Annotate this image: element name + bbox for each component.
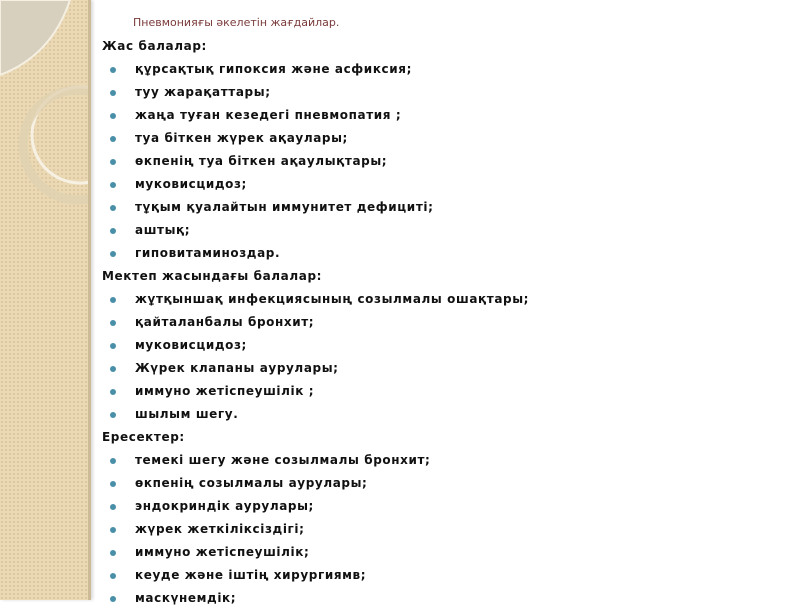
bullet-icon: [110, 205, 116, 211]
decorative-side-panel: [0, 0, 91, 600]
bullet-icon: [110, 481, 116, 487]
list-item-text: Жүрек клапаны аурулары;: [135, 361, 339, 375]
list-item-text: кеуде және іштің хирургиямв;: [135, 568, 367, 582]
bullet-icon: [110, 573, 116, 579]
slide-title: Пневмонияғы әкелетін жағдайлар.: [133, 16, 340, 29]
list-item-text: муковисцидоз;: [135, 177, 247, 191]
list-item: [102, 291, 529, 314]
bullet-icon: [110, 527, 116, 533]
list-item-text: иммуно жетіспеушілік ;: [135, 384, 315, 398]
bullet-icon: [110, 366, 116, 372]
bullet-icon: [110, 297, 116, 303]
list-item: [102, 544, 529, 567]
bullet-icon: [110, 90, 116, 96]
bullet-icon: [110, 159, 116, 165]
list-item: [102, 567, 529, 590]
list-item-text: өкпенің созылмалы аурулары;: [135, 476, 368, 490]
list-item: [102, 521, 529, 544]
bullet-icon: [110, 504, 116, 510]
bullet-icon: [110, 343, 116, 349]
bullet-icon: [110, 228, 116, 234]
bullet-icon: [110, 182, 116, 188]
list-item: [102, 590, 529, 613]
slide-content: [102, 38, 529, 613]
list-item-text: темекі шегу және созылмалы бронхит;: [135, 453, 431, 467]
bullet-icon: [110, 136, 116, 142]
list-item: [102, 406, 529, 429]
list-item: [102, 84, 529, 107]
list-item: [102, 383, 529, 406]
list-item: [102, 153, 529, 176]
list-item-text: жаңа туған кезедегі пневмопатия ;: [135, 108, 402, 122]
bullet-icon: [110, 389, 116, 395]
list-item-text: туа біткен жүрек ақаулары;: [135, 131, 348, 145]
bullet-icon: [110, 596, 116, 602]
list-item: [102, 199, 529, 222]
list-item-text: қайталанбалы бронхит;: [135, 315, 315, 329]
list-item-text: жұтқыншақ инфекциясының созылмалы ошақтары;: [135, 292, 530, 306]
bullet-icon: [110, 412, 116, 418]
section-heading: Ересектер:: [102, 430, 185, 444]
list-item-text: маскүнемдік;: [135, 591, 237, 605]
bullet-icon: [110, 67, 116, 73]
list-item-text: эндокриндік аурулары;: [135, 499, 314, 513]
list-item: [102, 475, 529, 498]
bullet-icon: [110, 251, 116, 257]
list-item: [102, 176, 529, 199]
list-item: [102, 360, 529, 383]
list-item-text: гиповитаминоздар.: [135, 246, 281, 260]
list-item-text: иммуно жетіспеушілік;: [135, 545, 310, 559]
bullet-icon: [110, 320, 116, 326]
bullet-icon: [110, 458, 116, 464]
list-item-text: туу жарақаттары;: [135, 85, 271, 99]
list-item: [102, 452, 529, 475]
list-item: [102, 245, 529, 268]
list-item: [102, 107, 529, 130]
bullet-icon: [110, 113, 116, 119]
list-item: [102, 498, 529, 521]
decorative-circles-icon: [0, 0, 88, 600]
list-item-text: тұқым қуалайтын иммунитет дефициті;: [135, 200, 434, 214]
list-item-text: өкпенің туа біткен ақаулықтары;: [135, 154, 388, 168]
list-item: [102, 337, 529, 360]
list-item: [102, 314, 529, 337]
list-item: [102, 222, 529, 245]
bullet-icon: [110, 550, 116, 556]
list-item-text: аштық;: [135, 223, 191, 237]
list-item: [102, 61, 529, 84]
list-item-text: жүрек жеткіліксіздігі;: [135, 522, 305, 536]
section-heading: Мектеп жасындағы балалар:: [102, 269, 323, 283]
list-item-text: құрсақтық гипоксия және асфиксия;: [135, 62, 412, 76]
list-item-text: муковисцидоз;: [135, 338, 247, 352]
list-item-text: шылым шегу.: [135, 407, 239, 421]
section-heading: Жас балалар:: [102, 39, 207, 53]
list-item: [102, 130, 529, 153]
